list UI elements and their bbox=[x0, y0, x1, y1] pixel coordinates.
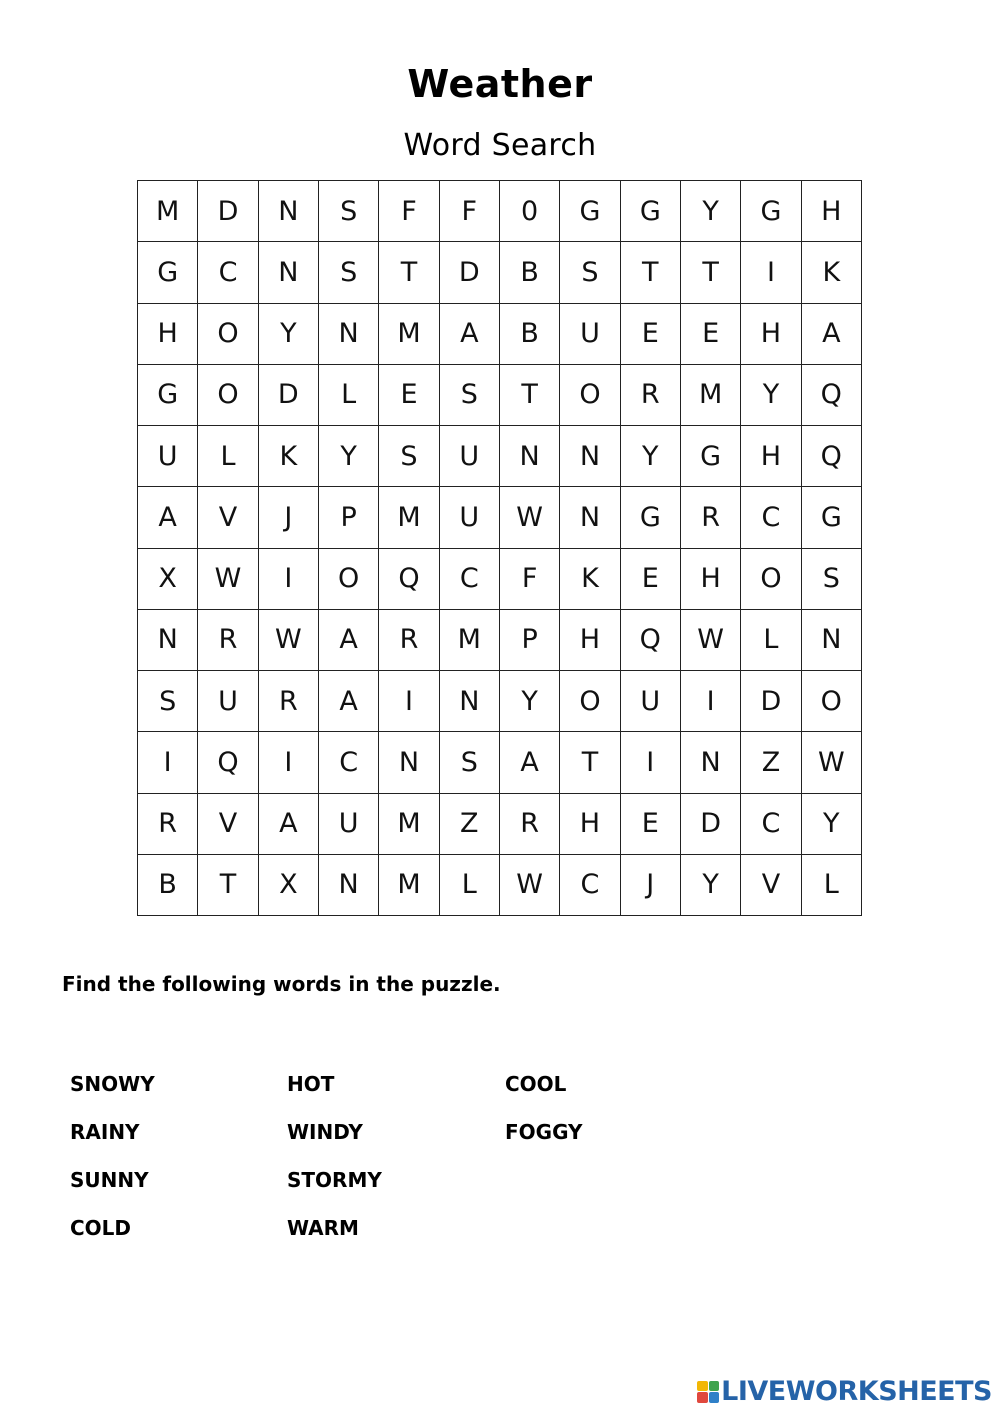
grid-cell[interactable]: R bbox=[620, 364, 680, 425]
grid-cell[interactable]: O bbox=[801, 671, 861, 732]
grid-cell[interactable]: Z bbox=[439, 793, 499, 854]
grid-cell[interactable]: B bbox=[499, 303, 559, 364]
grid-cell[interactable]: Y bbox=[741, 364, 801, 425]
grid-cell[interactable]: H bbox=[680, 548, 740, 609]
grid-cell[interactable]: P bbox=[318, 487, 378, 548]
grid-cell[interactable]: 0 bbox=[499, 181, 559, 242]
grid-cell[interactable]: H bbox=[741, 426, 801, 487]
grid-cell[interactable]: A bbox=[318, 609, 378, 670]
grid-cell[interactable]: A bbox=[439, 303, 499, 364]
grid-row bbox=[138, 303, 862, 364]
grid-cell[interactable]: R bbox=[258, 671, 318, 732]
grid-cell[interactable]: C bbox=[560, 854, 620, 915]
grid-cell[interactable]: C bbox=[318, 732, 378, 793]
grid-cell[interactable]: G bbox=[138, 364, 198, 425]
grid-cell[interactable]: Y bbox=[801, 793, 861, 854]
word-item: COLD bbox=[70, 1216, 132, 1240]
footer-brand[interactable] bbox=[697, 1376, 992, 1407]
word-search-grid bbox=[137, 180, 862, 916]
grid-cell[interactable]: N bbox=[499, 426, 559, 487]
grid-cell[interactable]: E bbox=[620, 548, 680, 609]
grid-cell[interactable]: J bbox=[620, 854, 680, 915]
grid-cell[interactable]: I bbox=[741, 242, 801, 303]
grid-cell[interactable]: M bbox=[439, 609, 499, 670]
grid-cell[interactable]: S bbox=[439, 364, 499, 425]
grid-cell[interactable]: A bbox=[801, 303, 861, 364]
grid-cell[interactable]: Q bbox=[620, 609, 680, 670]
grid-cell[interactable]: W bbox=[801, 732, 861, 793]
grid-cell[interactable]: G bbox=[560, 181, 620, 242]
grid-cell[interactable]: F bbox=[499, 548, 559, 609]
grid-cell[interactable]: M bbox=[379, 793, 439, 854]
page-subtitle: Word Search bbox=[403, 128, 597, 163]
grid-cell[interactable]: G bbox=[801, 487, 861, 548]
grid-cell[interactable]: R bbox=[379, 609, 439, 670]
grid-cell[interactable]: O bbox=[198, 303, 258, 364]
word-item: HOT bbox=[287, 1072, 335, 1096]
grid-cell[interactable]: N bbox=[560, 426, 620, 487]
grid-cell[interactable]: I bbox=[620, 732, 680, 793]
grid-cell[interactable]: S bbox=[560, 242, 620, 303]
grid-cell[interactable]: O bbox=[741, 548, 801, 609]
grid-cell[interactable]: T bbox=[379, 242, 439, 303]
grid-row bbox=[138, 242, 862, 303]
grid-cell[interactable]: U bbox=[560, 303, 620, 364]
grid-cell[interactable]: N bbox=[258, 181, 318, 242]
grid-cell[interactable]: E bbox=[379, 364, 439, 425]
grid-cell[interactable]: N bbox=[560, 487, 620, 548]
grid-cell[interactable]: X bbox=[138, 548, 198, 609]
grid-cell[interactable]: O bbox=[318, 548, 378, 609]
grid-row bbox=[138, 364, 862, 425]
grid-row bbox=[138, 181, 862, 242]
grid-cell[interactable]: M bbox=[379, 487, 439, 548]
grid-cell[interactable]: R bbox=[138, 793, 198, 854]
grid-cell[interactable]: G bbox=[620, 181, 680, 242]
grid-cell[interactable]: K bbox=[801, 242, 861, 303]
grid-cell[interactable]: M bbox=[379, 854, 439, 915]
grid-cell[interactable]: G bbox=[138, 242, 198, 303]
grid-cell[interactable]: T bbox=[560, 732, 620, 793]
grid-cell[interactable]: K bbox=[560, 548, 620, 609]
footer-brand-text: LIVEWORKSHEETS bbox=[721, 1376, 992, 1407]
grid-cell[interactable]: A bbox=[318, 671, 378, 732]
grid-cell[interactable]: W bbox=[499, 487, 559, 548]
grid-cell[interactable]: P bbox=[499, 609, 559, 670]
grid-cell[interactable]: Q bbox=[379, 548, 439, 609]
grid-cell[interactable]: N bbox=[258, 242, 318, 303]
word-item: COOL bbox=[505, 1072, 567, 1096]
grid-cell[interactable]: M bbox=[379, 303, 439, 364]
grid-row bbox=[138, 854, 862, 915]
grid-cell[interactable]: D bbox=[741, 671, 801, 732]
grid-cell[interactable]: U bbox=[318, 793, 378, 854]
grid-cell[interactable]: E bbox=[620, 303, 680, 364]
grid-cell[interactable]: T bbox=[680, 242, 740, 303]
page-title: Weather bbox=[407, 62, 593, 106]
grid-cell[interactable]: L bbox=[198, 426, 258, 487]
grid-cell[interactable]: S bbox=[379, 426, 439, 487]
grid-cell[interactable]: Y bbox=[318, 426, 378, 487]
grid-cell[interactable]: D bbox=[258, 364, 318, 425]
grid-cell[interactable]: F bbox=[439, 181, 499, 242]
grid-cell[interactable]: Q bbox=[801, 426, 861, 487]
grid-cell[interactable]: Q bbox=[198, 732, 258, 793]
grid-cell[interactable]: D bbox=[439, 242, 499, 303]
grid-cell[interactable]: J bbox=[258, 487, 318, 548]
grid-cell[interactable]: M bbox=[680, 364, 740, 425]
grid-cell[interactable]: L bbox=[439, 854, 499, 915]
grid-cell[interactable]: G bbox=[741, 181, 801, 242]
grid-cell[interactable]: R bbox=[499, 793, 559, 854]
grid-cell[interactable]: Y bbox=[499, 671, 559, 732]
grid-cell[interactable]: S bbox=[318, 181, 378, 242]
grid-row bbox=[138, 609, 862, 670]
grid-cell[interactable]: S bbox=[318, 242, 378, 303]
grid-cell[interactable]: R bbox=[198, 609, 258, 670]
grid-cell[interactable]: L bbox=[741, 609, 801, 670]
grid-cell[interactable]: C bbox=[198, 242, 258, 303]
grid-cell[interactable]: N bbox=[318, 854, 378, 915]
grid-cell[interactable]: E bbox=[680, 303, 740, 364]
grid-cell[interactable]: Y bbox=[258, 303, 318, 364]
grid-cell[interactable]: T bbox=[499, 364, 559, 425]
grid-cell[interactable]: V bbox=[198, 487, 258, 548]
grid-cell[interactable]: K bbox=[258, 426, 318, 487]
grid-cell[interactable]: T bbox=[620, 242, 680, 303]
grid-cell[interactable]: U bbox=[198, 671, 258, 732]
grid-cell[interactable]: R bbox=[680, 487, 740, 548]
grid-row bbox=[138, 426, 862, 487]
grid-cell[interactable]: B bbox=[499, 242, 559, 303]
grid-cell[interactable]: A bbox=[138, 487, 198, 548]
grid-cell[interactable]: I bbox=[138, 732, 198, 793]
word-item: WINDY bbox=[287, 1120, 363, 1144]
grid-cell[interactable]: H bbox=[560, 793, 620, 854]
grid-cell[interactable]: G bbox=[680, 426, 740, 487]
word-item: FOGGY bbox=[505, 1120, 583, 1144]
grid-cell[interactable]: O bbox=[560, 671, 620, 732]
grid-cell[interactable]: W bbox=[680, 609, 740, 670]
word-item: SNOWY bbox=[70, 1072, 155, 1096]
grid-cell[interactable]: W bbox=[499, 854, 559, 915]
liveworksheets-logo-icon bbox=[697, 1381, 719, 1403]
grid-cell[interactable]: E bbox=[620, 793, 680, 854]
grid-cell[interactable]: D bbox=[680, 793, 740, 854]
grid-cell[interactable]: H bbox=[801, 181, 861, 242]
grid-cell[interactable]: L bbox=[801, 854, 861, 915]
grid-cell[interactable]: Q bbox=[801, 364, 861, 425]
grid-cell[interactable]: I bbox=[680, 671, 740, 732]
grid-cell[interactable]: I bbox=[379, 671, 439, 732]
grid-cell[interactable]: T bbox=[198, 854, 258, 915]
grid-cell[interactable]: U bbox=[439, 487, 499, 548]
word-item: SUNNY bbox=[70, 1168, 149, 1192]
grid-cell[interactable]: I bbox=[258, 548, 318, 609]
grid-cell[interactable]: S bbox=[801, 548, 861, 609]
grid-cell[interactable]: N bbox=[439, 671, 499, 732]
grid-cell[interactable]: U bbox=[439, 426, 499, 487]
grid-cell[interactable]: I bbox=[258, 732, 318, 793]
grid-cell[interactable]: B bbox=[138, 854, 198, 915]
grid-cell[interactable]: V bbox=[741, 854, 801, 915]
word-item: STORMY bbox=[287, 1168, 382, 1192]
grid-cell[interactable]: M bbox=[138, 181, 198, 242]
grid-cell[interactable]: N bbox=[801, 609, 861, 670]
grid-cell[interactable]: Z bbox=[741, 732, 801, 793]
grid-cell[interactable]: U bbox=[138, 426, 198, 487]
grid-cell[interactable]: C bbox=[439, 548, 499, 609]
word-item: WARM bbox=[287, 1216, 359, 1240]
grid-cell[interactable]: Y bbox=[680, 181, 740, 242]
grid-cell[interactable]: C bbox=[741, 793, 801, 854]
grid-cell[interactable]: O bbox=[560, 364, 620, 425]
grid-row bbox=[138, 548, 862, 609]
grid-cell[interactable]: O bbox=[198, 364, 258, 425]
grid-cell[interactable]: C bbox=[741, 487, 801, 548]
grid-cell[interactable]: H bbox=[138, 303, 198, 364]
word-item: RAINY bbox=[70, 1120, 140, 1144]
grid-cell[interactable]: G bbox=[620, 487, 680, 548]
grid-cell[interactable]: N bbox=[318, 303, 378, 364]
grid-cell[interactable]: W bbox=[258, 609, 318, 670]
grid-cell[interactable]: U bbox=[620, 671, 680, 732]
grid-row bbox=[138, 732, 862, 793]
instructions-text: Find the following words in the puzzle. bbox=[62, 972, 501, 996]
grid-cell[interactable]: Y bbox=[680, 854, 740, 915]
grid-row bbox=[138, 487, 862, 548]
grid-row bbox=[138, 793, 862, 854]
grid-cell[interactable]: L bbox=[318, 364, 378, 425]
grid-cell[interactable]: F bbox=[379, 181, 439, 242]
grid-cell[interactable]: H bbox=[741, 303, 801, 364]
grid-cell[interactable]: A bbox=[499, 732, 559, 793]
grid-cell[interactable]: Y bbox=[620, 426, 680, 487]
grid-cell[interactable]: X bbox=[258, 854, 318, 915]
grid-cell[interactable]: W bbox=[198, 548, 258, 609]
grid-cell[interactable]: N bbox=[680, 732, 740, 793]
grid-cell[interactable]: S bbox=[138, 671, 198, 732]
grid-cell[interactable]: N bbox=[379, 732, 439, 793]
grid-cell[interactable]: V bbox=[198, 793, 258, 854]
grid-cell[interactable]: N bbox=[138, 609, 198, 670]
grid-cell[interactable]: S bbox=[439, 732, 499, 793]
grid-cell[interactable]: H bbox=[560, 609, 620, 670]
grid-cell[interactable]: A bbox=[258, 793, 318, 854]
grid-cell[interactable]: D bbox=[198, 181, 258, 242]
grid-row bbox=[138, 671, 862, 732]
